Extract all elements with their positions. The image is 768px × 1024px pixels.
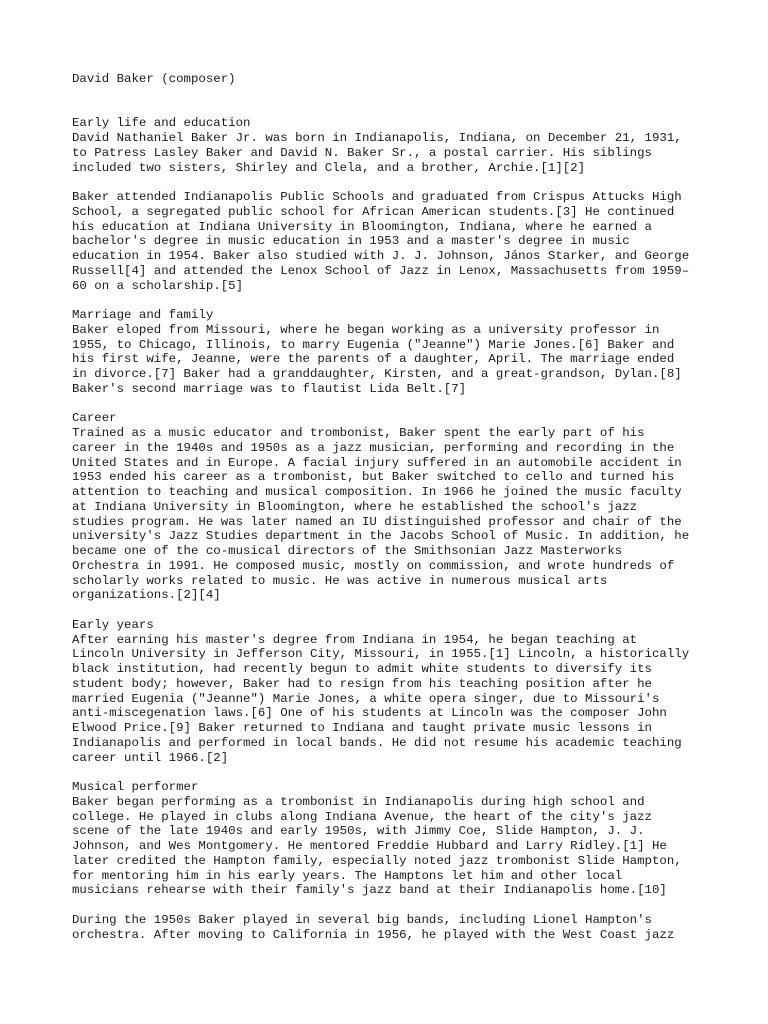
paragraph-line: United States and in Europe. A facial injury suffered in an automobile accident in bbox=[72, 455, 682, 470]
paragraph-line: Johnson, and Wes Montgomery. He mentored Freddie Hubbard and Larry Ridley.[1] He bbox=[72, 839, 667, 853]
paragraph-line: in divorce.[7] Baker had a granddaughter, Kirsten, and a great-grandson, Dylan.[8] bbox=[72, 367, 682, 381]
document-body bbox=[72, 116, 712, 942]
paragraph-line: Baker began performing as a trombonist in Indianapolis during high school and bbox=[72, 794, 645, 809]
paragraph-line: scene of the late 1940s and early 1950s, with Jimmy Coe, Slide Hampton, J. J. bbox=[72, 824, 645, 839]
section bbox=[72, 308, 712, 397]
paragraph-line: Elwood Price.[9] Baker returned to Indiana and taught private music lessons in bbox=[72, 721, 652, 735]
section bbox=[72, 913, 712, 943]
paragraph-line: 1953 ended his career as a trombonist, but Baker switched to cello and turned his bbox=[72, 470, 675, 485]
section-heading: Career bbox=[72, 411, 117, 426]
paragraph-line: Baker's second marriage was to flautist Lida Belt.[7] bbox=[72, 381, 467, 396]
section-heading: Marriage and family bbox=[72, 308, 214, 322]
paragraph-line: student body; however, Baker had to resign from his teaching position after he bbox=[72, 676, 652, 691]
section bbox=[72, 190, 712, 293]
paragraph-line: studies program. He was later named an IU distinguished professor and chair of the bbox=[72, 514, 682, 529]
paragraph-line: musicians rehearse with their family's jazz band at their Indianapolis home.[10] bbox=[72, 883, 667, 898]
paragraph-line: Russell[4] and attended the Lenox School of Jazz in Lenox, Massachusetts from 1959– bbox=[72, 263, 690, 278]
paragraph-line: During the 1950s Baker played in several big bands, including Lionel Hampton's bbox=[72, 912, 652, 927]
section-heading: Early years bbox=[72, 617, 154, 632]
document-title: David Baker (composer) bbox=[72, 72, 236, 86]
paragraph-line: his first wife, Jeanne, were the parents of a daughter, April. The marriage ended bbox=[72, 352, 675, 367]
paragraph-line: included two sisters, Shirley and Clela, and a brother, Archie.[1][2] bbox=[72, 160, 586, 175]
paragraph-line: to Patress Lasley Baker and David N. Baker Sr., a postal carrier. His siblings bbox=[72, 145, 652, 160]
paragraph-line: attention to teaching and musical composition. In 1966 he joined the music faculty bbox=[72, 485, 682, 499]
section bbox=[72, 411, 712, 603]
paragraph-line: orchestra. After moving to California in 1956, he played with the West Coast jazz bbox=[72, 927, 675, 942]
paragraph-line: Baker eloped from Missouri, where he began working as a university professor in bbox=[72, 322, 660, 337]
section bbox=[72, 618, 712, 766]
paragraph-line: Orchestra in 1991. He composed music, mostly on commission, and wrote hundreds of bbox=[72, 558, 675, 573]
paragraph-line: at Indiana University in Bloomington, where he established the school's jazz bbox=[72, 499, 638, 514]
paragraph-line: education in 1954. Baker also studied with J. J. Johnson, János Starker, and George bbox=[72, 249, 690, 263]
paragraph-line: black institution, had recently begun to admit white students to diversify its bbox=[72, 662, 652, 676]
section-heading: Musical performer bbox=[72, 780, 199, 794]
paragraph-line: School, a segregated public school for African American students.[3] He continued bbox=[72, 204, 675, 219]
paragraph-line: anti-miscegenation laws.[6] One of his students at Lincoln was the composer John bbox=[72, 706, 667, 721]
paragraph-line: his education at Indiana University in Bloomington, Indiana, where he earned a bbox=[72, 219, 652, 234]
paragraph-line: career in the 1940s and 1950s as a jazz musician, performing and recording in the bbox=[72, 440, 675, 455]
paragraph-line: became one of the co-musical directors of the Smithsonian Jazz Masterworks bbox=[72, 544, 623, 558]
paragraph-line: Indianapolis and performed in local bands. He did not resume his academic teaching bbox=[72, 735, 682, 750]
paragraph-line: Lincoln University in Jefferson City, Missouri, in 1955.[1] Lincoln, a historically bbox=[72, 647, 690, 662]
paragraph-line: scholarly works related to music. He was active in numerous musical arts bbox=[72, 573, 608, 588]
paragraph-line: 60 on a scholarship.[5] bbox=[72, 278, 244, 293]
paragraph-line: career until 1966.[2] bbox=[72, 750, 229, 765]
paragraph-line: 1955, to Chicago, Illinois, to marry Eugenia ("Jeanne") Marie Jones.[6] Baker and bbox=[72, 337, 675, 352]
title-spacer bbox=[72, 87, 712, 117]
document-page bbox=[72, 72, 712, 957]
paragraph-line: bachelor's degree in music education in 1953 and a master's degree in music bbox=[72, 234, 630, 249]
paragraph-line: later credited the Hampton family, especially noted jazz trombonist Slide Hampton, bbox=[72, 853, 682, 868]
paragraph-line: college. He played in clubs along Indiana Avenue, the heart of the city's jazz bbox=[72, 809, 652, 824]
paragraph-line: Baker attended Indianapolis Public Schools and graduated from Crispus Attucks High bbox=[72, 190, 682, 204]
section bbox=[72, 780, 712, 898]
paragraph-line: organizations.[2][4] bbox=[72, 588, 221, 603]
paragraph-line: for mentoring him in his early years. The Hamptons let him and other local bbox=[72, 868, 623, 883]
section-heading: Early life and education bbox=[72, 116, 251, 131]
paragraph-line: David Nathaniel Baker Jr. was born in Indianapolis, Indiana, on December 21, 1931, bbox=[72, 131, 682, 145]
paragraph-line: Trained as a music educator and trombonist, Baker spent the early part of his bbox=[72, 426, 645, 440]
section bbox=[72, 116, 712, 175]
paragraph-line: university's Jazz Studies department in the Jacobs School of Music. In addition, he bbox=[72, 529, 690, 544]
paragraph-line: married Eugenia ("Jeanne") Marie Jones, a white opera singer, due to Missouri's bbox=[72, 691, 660, 706]
paragraph-line: After earning his master's degree from Indiana in 1954, he began teaching at bbox=[72, 632, 638, 647]
